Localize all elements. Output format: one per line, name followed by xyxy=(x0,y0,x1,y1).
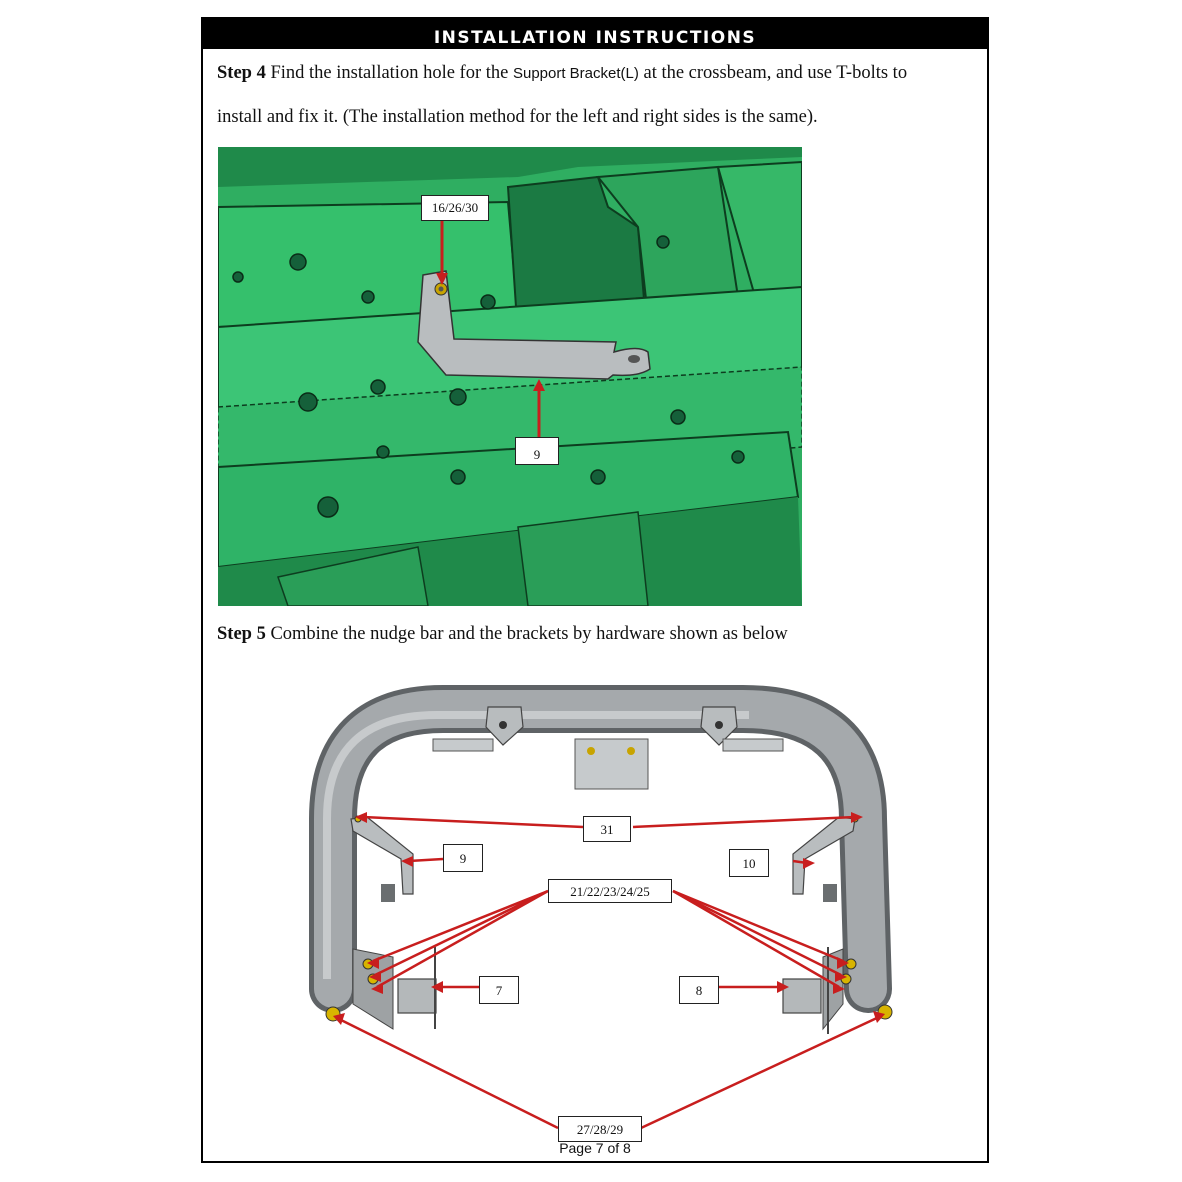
step-4-text-a: Find the installation hole for the xyxy=(265,63,513,83)
page-frame xyxy=(201,17,989,1163)
step-5-text xyxy=(217,624,788,645)
step-4-label: Step 4 xyxy=(217,63,266,83)
nudge-bar-assembly-figure xyxy=(203,679,987,1149)
callout-9-fig1: 9 xyxy=(515,437,559,465)
step-4-line-2: install and fix it. (The installation method for the left and right sides is the same). xyxy=(217,107,818,127)
callout-21-22-23-24-25: 21/22/23/24/25 xyxy=(548,879,672,903)
callout-9-fig2: 9 xyxy=(443,844,483,872)
step-5-label: Step 5 xyxy=(217,624,266,644)
step-5-description: Combine the nudge bar and the brackets by hardware shown as below xyxy=(265,624,788,644)
page-number: Page 7 of 8 xyxy=(559,1140,631,1156)
callout-10: 10 xyxy=(729,849,769,877)
support-bracket-name: Support Bracket(L) xyxy=(512,65,639,82)
crossbeam-install-figure xyxy=(218,147,802,606)
callout-7: 7 xyxy=(479,976,519,1004)
callout-27-28-29: 27/28/29 xyxy=(558,1116,642,1142)
nudge-bar-illustration xyxy=(203,679,987,1149)
callout-8: 8 xyxy=(679,976,719,1004)
crossbeam-illustration xyxy=(218,147,802,606)
page-title: INSTALLATION INSTRUCTIONS xyxy=(203,19,987,49)
step-4-text-b: at the crossbeam, and use T-bolts to xyxy=(638,63,908,83)
callout-16-26-30: 16/26/30 xyxy=(421,195,489,221)
step-4-line-1 xyxy=(217,62,907,85)
callout-31: 31 xyxy=(583,816,631,842)
